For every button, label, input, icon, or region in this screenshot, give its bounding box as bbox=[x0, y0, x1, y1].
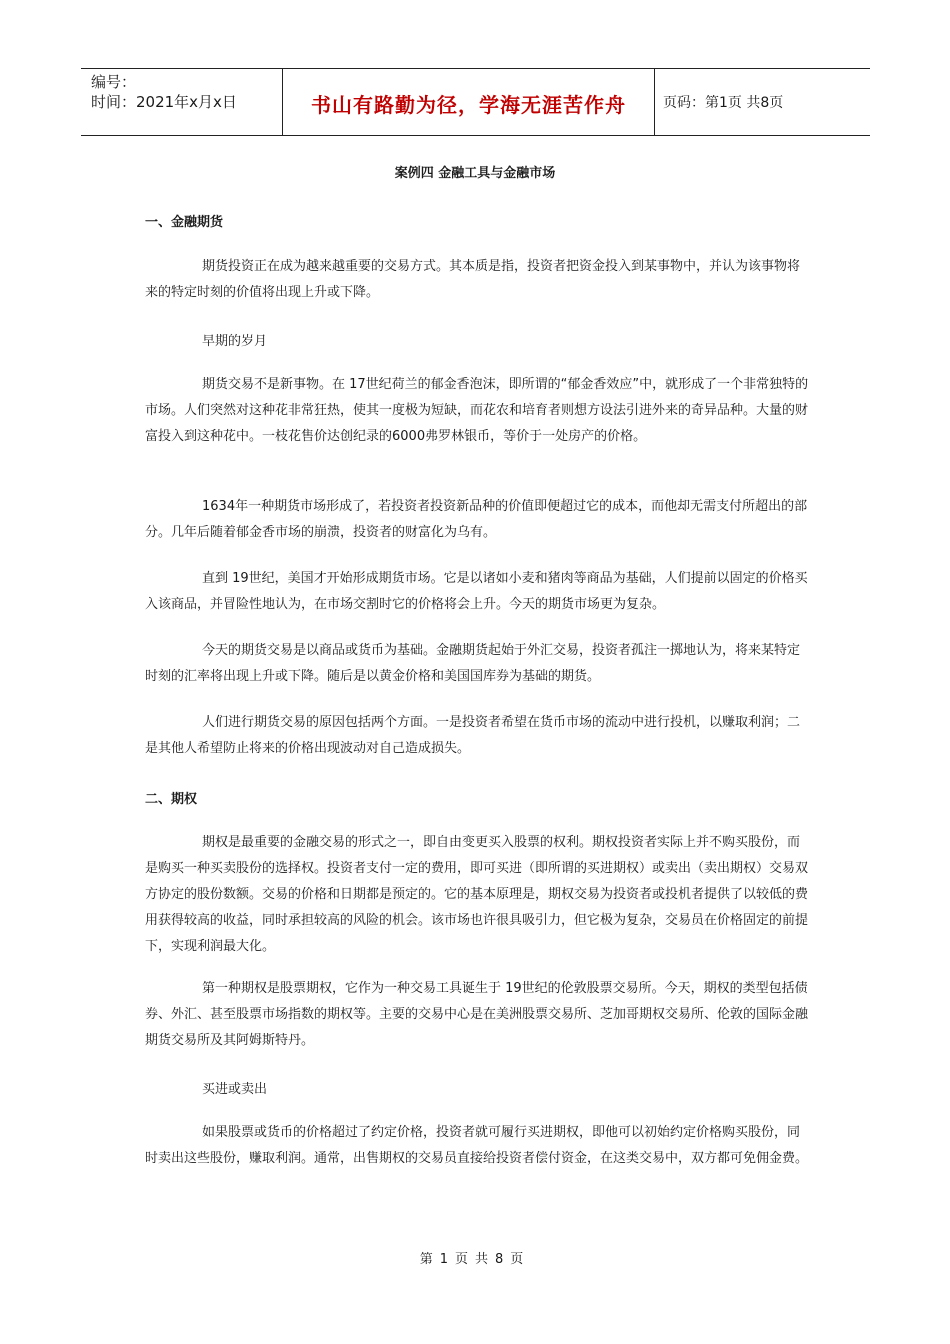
serial-number-label: 编号： bbox=[91, 73, 137, 91]
subheading-early-years: 早期的岁月 bbox=[202, 334, 268, 349]
date-label: 时间：2021年x月x日 bbox=[91, 93, 237, 111]
paragraph: 期权是最重要的金融交易的形式之一，即自由变更买入股票的权利。期权投资者实际上并不购买股份，而是购买一种买卖股份的选择权。投资者支付一定的费用，即可买进（即所谓的买进期权）或卖出（卖出期权）交易双方协定的股份数额。交易的价格和日期都是预定的。它的基本原理是，期权交易为投资者或投机者提供了以较低的费用获得较高的收益，同时承担较高的风险的机会。该市场也许很具吸引力，但它极为复杂，交易员在价格固定的前提下，实现利润最大化。 bbox=[145, 835, 809, 954]
header-page-info-cell bbox=[655, 69, 870, 135]
footer-word: 第 bbox=[419, 1252, 433, 1267]
page-info-text: 页码：第1页 共8页 bbox=[663, 95, 784, 111]
paragraph: 如果股票或货币的价格超过了约定价格，投资者就可履行买进期权，即他可以初始约定价格购买股份，同时卖出这些股份，赚取利润。通常，出售期权的交易员直接给投资者偿付资金，在这类交易中，双方都可免佣金费。 bbox=[145, 1125, 809, 1166]
section-heading-futures: 一、金融期货 bbox=[145, 215, 224, 230]
paragraph: 人们进行期货交易的原因包括两个方面。一是投资者希望在货币市场的流动中进行投机，以赚取利润；二是其他人希望防止将来的价格出现波动对自己造成损失。 bbox=[145, 715, 801, 756]
motto-text: 书山有路勤为径，学海无涯苦作舟 bbox=[311, 92, 626, 117]
footer-page-number: 1 bbox=[439, 1252, 448, 1267]
document-title: 案例四 金融工具与金融市场 bbox=[394, 166, 556, 181]
header-meta bbox=[81, 69, 282, 135]
paragraph: 1634年一种期货市场形成了，若投资者投资新品种的价值即便超过它的成本，而他却无需支付所超出的部分。几年后随着郁金香市场的崩溃，投资者的财富化为乌有。 bbox=[145, 499, 808, 540]
document-header bbox=[81, 68, 870, 136]
footer-word: 页 bbox=[454, 1252, 468, 1267]
paragraph: 今天的期货交易是以商品或货币为基础。金融期货起始于外汇交易，投资者孤注一掷地认为，将来某特定时刻的汇率将出现上升或下降。随后是以黄金价格和美国国库券为基础的期货。 bbox=[145, 643, 801, 684]
paragraph: 第一种期权是股票期权，它作为一种交易工具诞生于 19世纪的伦敦股票交易所。今天，期权的类型包括债券、外汇、甚至股票市场指数的期权等。主要的交易中心是在美洲股票交易所、芝加哥期权交易所、伦敦的国际金融期货交易所及其阿姆斯特丹。 bbox=[145, 981, 809, 1048]
page-footer bbox=[0, 1248, 950, 1267]
footer-word: 页 bbox=[510, 1252, 524, 1267]
subheading-buy-or-sell: 买进或卖出 bbox=[202, 1082, 268, 1097]
footer-word: 共 bbox=[475, 1252, 489, 1267]
paragraph: 直到 19世纪，美国才开始形成期货市场。它是以诸如小麦和猪肉等商品为基础，人们提前以固定的价格买入该商品，并冒险性地认为，在市场交割时它的价格将会上升。今天的期货市场更为复杂。 bbox=[145, 571, 808, 612]
paragraph: 期货投资正在成为越来越重要的交易方式。其本质是指，投资者把资金投入到某事物中，并认为该事物将来的特定时刻的价值将出现上升或下降。 bbox=[145, 259, 801, 300]
paragraph: 期货交易不是新事物。在 17世纪荷兰的郁金香泡沫，即所谓的“郁金香效应”中，就形成了一个非常独特的市场。人们突然对这种花非常狂热，使其一度极为短缺，而花农和培育者则想方设法引进外来的奇异品种。大量的财富投入到这种花中。一枝花售价达创纪录的6000弗罗林银币，等价于一处房产的价格。 bbox=[145, 377, 809, 444]
header-motto-cell bbox=[282, 69, 655, 135]
footer-total-pages: 8 bbox=[495, 1252, 504, 1267]
section-heading-options: 二、期权 bbox=[145, 792, 198, 807]
